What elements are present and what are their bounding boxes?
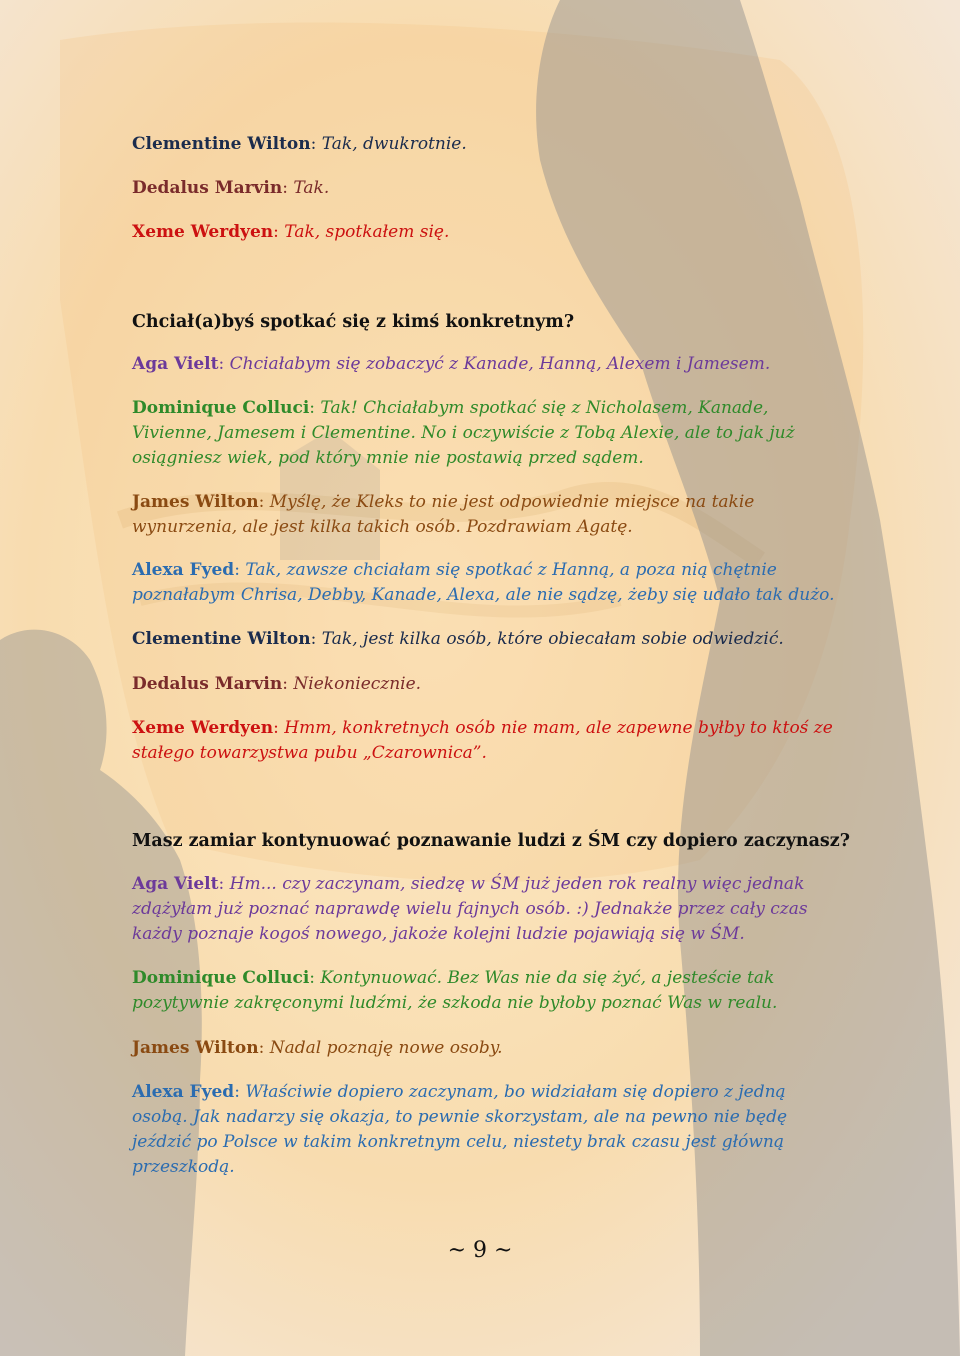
answer-line bbox=[132, 132, 467, 157]
answer-text: Tak. bbox=[288, 178, 330, 198]
speaker-separator: : bbox=[309, 968, 316, 988]
speaker-separator: : bbox=[258, 1038, 265, 1058]
answer-line bbox=[132, 991, 777, 1016]
page-number: ~ 9 ~ bbox=[447, 1238, 513, 1263]
answer-text: osobą. Jak nadarzy się okazja, to pewnie skorzystam, ale na pewno nie będę bbox=[132, 1107, 788, 1127]
answer-line bbox=[132, 558, 777, 583]
answer-line bbox=[132, 897, 808, 922]
speaker-name: James Wilton bbox=[132, 492, 259, 512]
speaker-name: Clementine Wilton bbox=[132, 629, 311, 649]
answer-line bbox=[132, 1155, 235, 1180]
speaker-name: Aga Vielt bbox=[132, 874, 219, 894]
speaker-separator: : bbox=[218, 354, 225, 374]
answer-text: Tak, zawsze chciałam się spotkać z Hanną, a poza nią chętnie bbox=[239, 560, 777, 580]
answer-line bbox=[132, 421, 795, 446]
answer-text: poznałabym Chrisa, Debby, Kanade, Alexa, ale nie sądzę, żeby się udało tak dużo. bbox=[132, 585, 835, 605]
speaker-name: Xeme Werdyen bbox=[132, 222, 274, 242]
answer-text: wynurzenia, ale jest kilka takich osób. Pozdrawiam Agatę. bbox=[132, 517, 633, 537]
speaker-name: Xeme Werdyen bbox=[132, 718, 274, 738]
answer-text: Nadal poznaję nowe osoby. bbox=[264, 1038, 503, 1058]
answer-text: Vivienne, Jamesem i Clementine. No i oczywiście z Tobą Alexie, ale to jak już bbox=[132, 423, 795, 443]
answer-line bbox=[132, 922, 745, 947]
question-heading: Chciał(a)byś spotkać się z kimś konkretnym? bbox=[132, 312, 575, 332]
answer-text: każdy poznaje kogoś nowego, jakoże kolejni ludzie pojawiają się w ŚM. bbox=[132, 924, 745, 944]
answer-line bbox=[132, 396, 768, 421]
answer-line bbox=[132, 966, 774, 991]
answer-text: Tak, jest kilka osób, które obiecałam sobie odwiedzić. bbox=[316, 629, 784, 649]
speaker-name: Alexa Fyed bbox=[132, 560, 235, 580]
answer-line bbox=[132, 176, 329, 201]
answer-line bbox=[132, 490, 754, 515]
speaker-separator: : bbox=[310, 134, 317, 154]
answer-text: Kontynuować. Bez Was nie da się żyć, a jesteście tak bbox=[315, 968, 775, 988]
speaker-name: Dedalus Marvin bbox=[132, 178, 283, 198]
answer-line bbox=[132, 872, 804, 897]
answer-text: Niekoniecznie. bbox=[288, 674, 422, 694]
answer-text: Tak, spotkałem się. bbox=[278, 222, 450, 242]
answer-line bbox=[132, 1105, 787, 1130]
speaker-name: Dedalus Marvin bbox=[132, 674, 283, 694]
speaker-separator: : bbox=[282, 674, 288, 694]
answer-line bbox=[132, 1130, 784, 1155]
answer-line bbox=[132, 1080, 786, 1105]
answer-line bbox=[132, 716, 833, 741]
speaker-separator: : bbox=[273, 718, 279, 738]
speaker-separator: : bbox=[273, 222, 279, 242]
speaker-name: Dominique Colluci bbox=[132, 398, 310, 418]
speaker-separator: : bbox=[310, 629, 317, 649]
answer-text: przeszkodą. bbox=[132, 1157, 235, 1177]
speaker-separator: : bbox=[282, 178, 288, 198]
answer-text: stałego towarzystwa pubu „Czarownica”. bbox=[132, 743, 487, 763]
answer-text: osiągniesz wiek, pod który mnie nie postawią przed sądem. bbox=[132, 448, 644, 468]
speaker-name: Dominique Colluci bbox=[132, 968, 310, 988]
speaker-separator: : bbox=[309, 398, 316, 418]
question-heading: Masz zamiar kontynuować poznawanie ludzi z ŚM czy dopiero zaczynasz? bbox=[132, 831, 850, 851]
answer-line bbox=[132, 515, 633, 540]
answer-line bbox=[132, 627, 784, 652]
answer-line bbox=[132, 583, 835, 608]
speaker-separator: : bbox=[258, 492, 265, 512]
answer-text: Tak, dwukrotnie. bbox=[316, 134, 467, 154]
answer-text: Myślę, że Kleks to nie jest odpowiednie miejsce na takie bbox=[264, 492, 755, 512]
speaker-separator: : bbox=[218, 874, 225, 894]
answer-line bbox=[132, 352, 770, 377]
speaker-name: Clementine Wilton bbox=[132, 134, 311, 154]
answer-text: Hm... czy zaczynam, siedzę w ŚM już jeden rok realny więc jednak bbox=[224, 874, 805, 894]
answer-line bbox=[132, 1036, 503, 1061]
answer-text: jeździć po Polsce w takim konkretnym celu, niestety brak czasu jest główną bbox=[132, 1132, 784, 1152]
answer-line bbox=[132, 741, 487, 766]
speaker-name: Alexa Fyed bbox=[132, 1082, 235, 1102]
answer-text: Chciałabym się zobaczyć z Kanade, Hanną, Alexem i Jamesem. bbox=[224, 354, 771, 374]
answer-text: zdążyłam już poznać naprawdę wielu fajnych osób. :) Jednakże przez cały czas bbox=[132, 899, 808, 919]
speaker-name: James Wilton bbox=[132, 1038, 259, 1058]
answer-line bbox=[132, 446, 644, 471]
answer-line bbox=[132, 220, 449, 245]
answer-line bbox=[132, 672, 421, 697]
speaker-separator: : bbox=[234, 1082, 240, 1102]
answer-text: pozytywnie zakręconymi ludźmi, że szkoda nie byłoby poznać Was w realu. bbox=[132, 993, 778, 1013]
speaker-name: Aga Vielt bbox=[132, 354, 219, 374]
answer-text: Właściwie dopiero zaczynam, bo widziałam się dopiero z jedną bbox=[239, 1082, 786, 1102]
answer-text: Hmm, konkretnych osób nie mam, ale zapewne byłby to ktoś ze bbox=[278, 718, 833, 738]
speaker-separator: : bbox=[234, 560, 240, 580]
answer-text: Tak! Chciałabym spotkać się z Nicholasem, Kanade, bbox=[315, 398, 769, 418]
